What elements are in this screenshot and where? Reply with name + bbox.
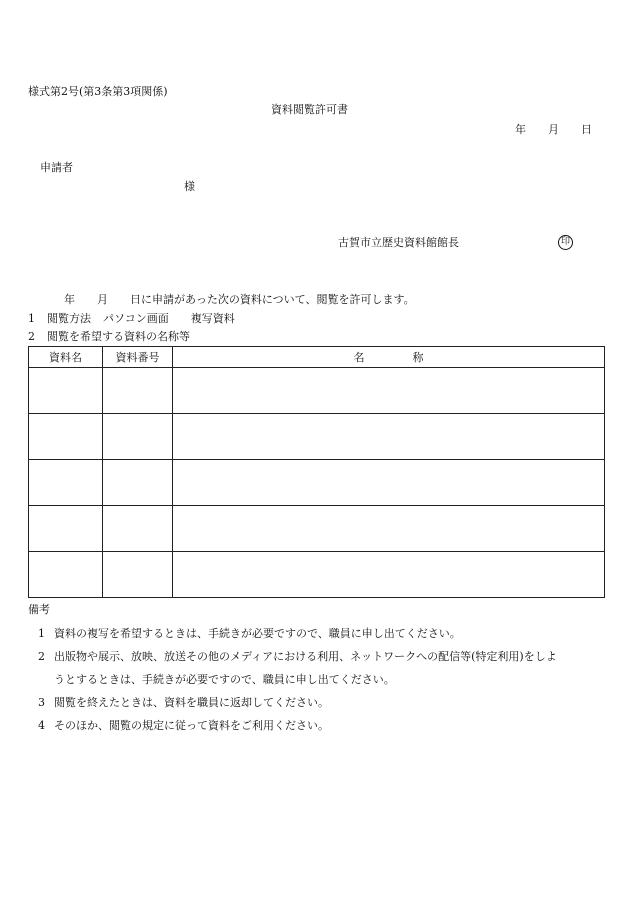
table-row bbox=[29, 506, 605, 552]
cell-title[interactable] bbox=[173, 506, 605, 552]
cell-material-name[interactable] bbox=[29, 552, 103, 598]
date-line bbox=[515, 124, 592, 135]
note-item bbox=[38, 720, 329, 731]
viewing-option-screen: パソコン画面 bbox=[103, 312, 169, 325]
permission-sentence bbox=[64, 294, 415, 305]
note-text: そのほか、閲覧の規定に従って資料をご利用ください。 bbox=[54, 719, 329, 732]
note-item-continuation bbox=[38, 674, 395, 685]
applicant-honorific: 様 bbox=[184, 180, 195, 193]
note-number: 3 bbox=[38, 696, 45, 709]
header-title-char-2: 称 bbox=[412, 350, 424, 364]
cell-material-number[interactable] bbox=[103, 552, 173, 598]
header-title-char-1: 名 bbox=[353, 350, 365, 364]
note-item bbox=[38, 697, 329, 708]
item2-number: 2 bbox=[28, 330, 35, 343]
note-number: 1 bbox=[38, 627, 45, 640]
note-number: 4 bbox=[38, 719, 45, 732]
note-text: 閲覧を終えたときは、資料を職員に返却してください。 bbox=[54, 696, 329, 709]
cell-material-number[interactable] bbox=[103, 368, 173, 414]
viewing-method-line bbox=[28, 313, 235, 324]
date-month: 月 bbox=[548, 123, 559, 136]
note-number: 2 bbox=[38, 650, 45, 663]
cell-material-number[interactable] bbox=[103, 506, 173, 552]
seal-wrapper bbox=[558, 235, 573, 250]
cell-material-number[interactable] bbox=[103, 460, 173, 506]
cell-material-name[interactable] bbox=[29, 460, 103, 506]
notes-title: 備考 bbox=[28, 603, 50, 616]
cell-title[interactable] bbox=[173, 368, 605, 414]
cell-title[interactable] bbox=[173, 414, 605, 460]
viewing-method-label: 閲覧方法 bbox=[47, 312, 91, 325]
cell-material-number[interactable] bbox=[103, 414, 173, 460]
table-row bbox=[29, 460, 605, 506]
materials-table bbox=[28, 346, 605, 598]
intro-month: 月 bbox=[97, 293, 108, 306]
table-row bbox=[29, 414, 605, 460]
item1-number: 1 bbox=[28, 312, 35, 325]
date-year: 年 bbox=[515, 123, 526, 136]
note-text: うとするときは、手続きが必要ですので、職員に申し出てください。 bbox=[54, 673, 395, 686]
applicant-label: 申請者 bbox=[40, 161, 73, 174]
table-row bbox=[29, 552, 605, 598]
viewing-option-copy: 複写資料 bbox=[190, 312, 235, 325]
requested-materials-line bbox=[28, 331, 190, 342]
table-header-row bbox=[29, 347, 605, 368]
seal-mark: 印 bbox=[558, 235, 573, 250]
date-day: 日 bbox=[581, 123, 592, 136]
note-item bbox=[38, 628, 461, 639]
cell-title[interactable] bbox=[173, 552, 605, 598]
header-material-name: 資料名 bbox=[29, 347, 103, 368]
intro-text: 日に申請があった次の資料について、閲覧を許可します。 bbox=[130, 293, 415, 306]
table-row bbox=[29, 368, 605, 414]
cell-material-name[interactable] bbox=[29, 506, 103, 552]
requested-materials-label: 閲覧を希望する資料の名称等 bbox=[47, 330, 190, 343]
header-material-number: 資料番号 bbox=[103, 347, 173, 368]
header-title bbox=[173, 347, 605, 368]
note-text: 資料の複写を希望するときは、手続きが必要ですので、職員に申し出てください。 bbox=[54, 627, 461, 640]
cell-material-name[interactable] bbox=[29, 368, 103, 414]
document-title: 資料閲覧許可書 bbox=[271, 103, 348, 116]
issuer-name: 古賀市立歴史資料館館長 bbox=[338, 236, 459, 249]
intro-year: 年 bbox=[64, 293, 75, 306]
cell-material-name[interactable] bbox=[29, 414, 103, 460]
form-identifier: 様式第2号(第3条第3項関係) bbox=[28, 85, 168, 98]
cell-title[interactable] bbox=[173, 460, 605, 506]
note-text: 出版物や展示、放映、放送その他のメディアにおける利用、ネットワークへの配信等(特定利用)をしよ bbox=[54, 650, 557, 663]
note-item bbox=[38, 651, 557, 662]
